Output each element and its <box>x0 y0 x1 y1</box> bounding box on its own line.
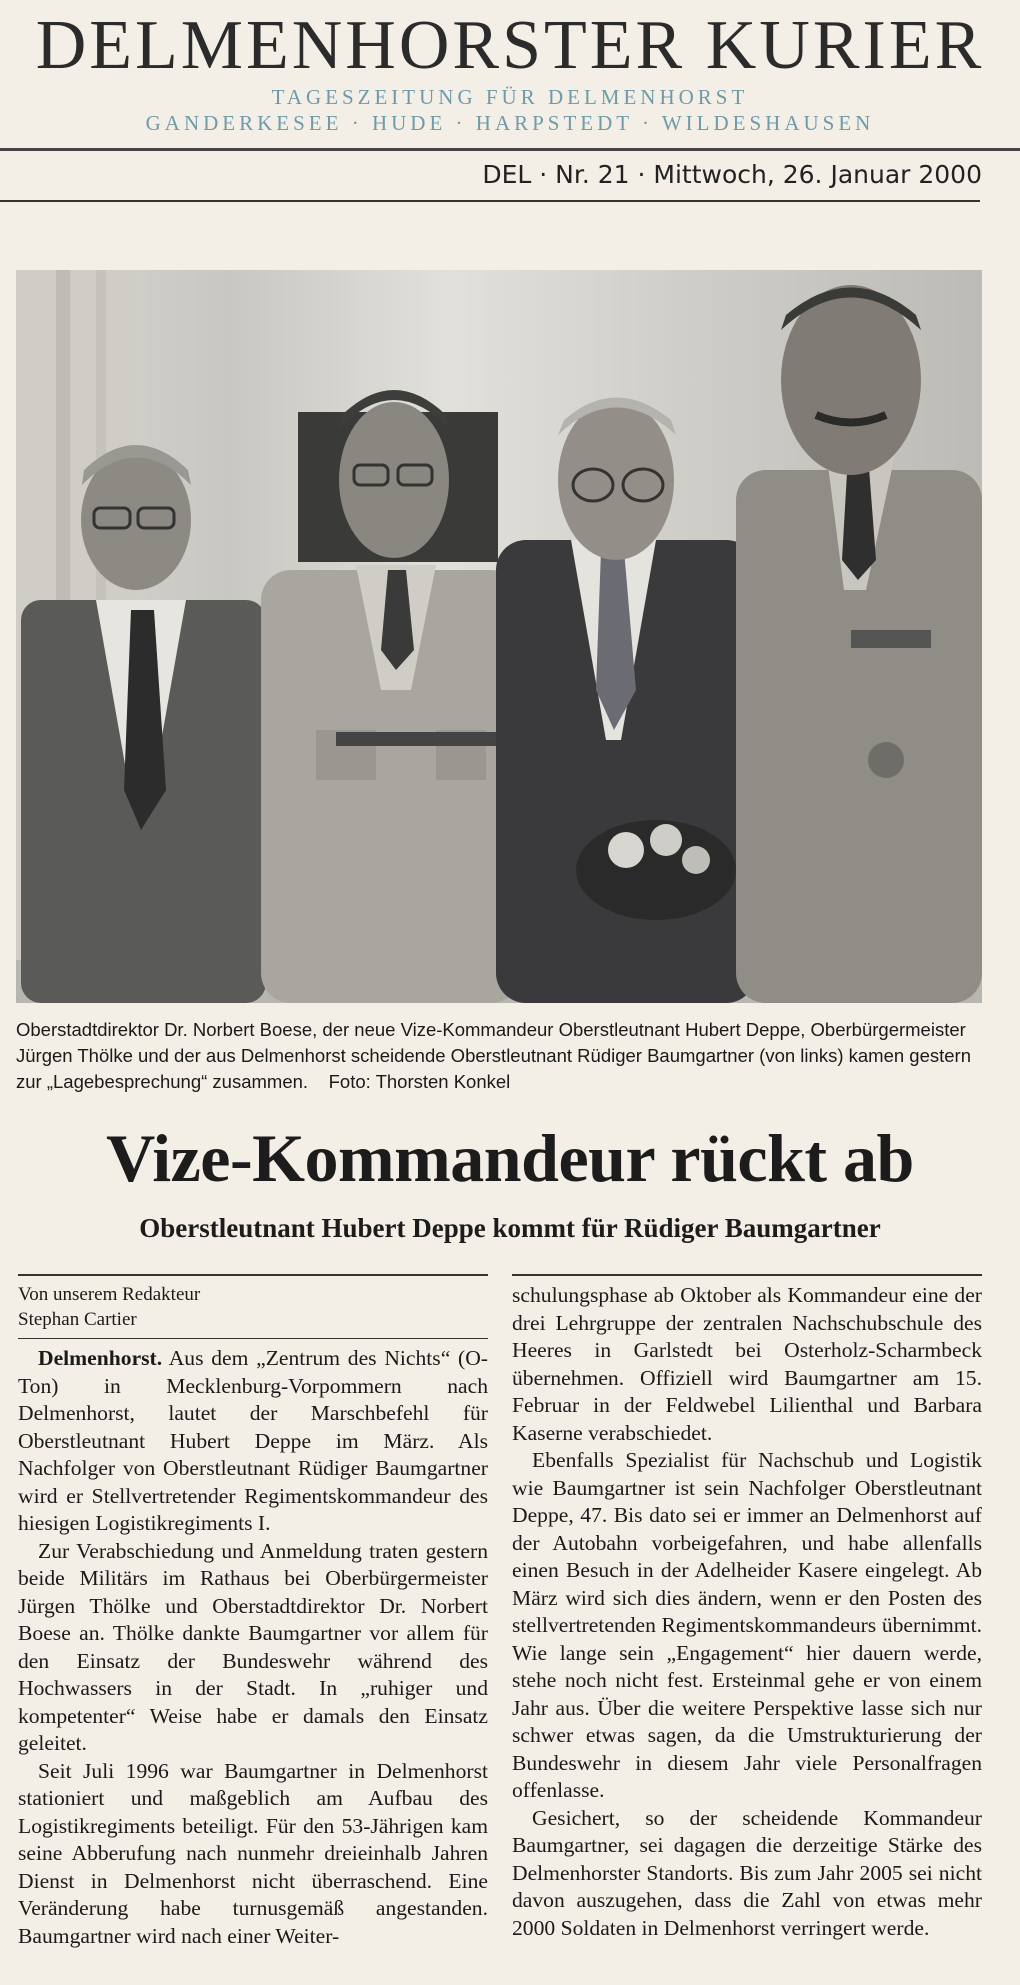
paragraph: Ebenfalls Spezialist für Nachschub und Logistik wie Baumgartner ist sein Nachfolger Oberstleutnant Deppe, 47. Bis dato sei er immer an Delmenhorst auf der Autobahn vorbeigefahren, und habe allenfalls einen Besuch in der Adelheider Kasere eingelegt. Ab März wird sich dies ändern, wenn er den Posten des stellvertretenden Regimentskommandeurs übernimmt. Wie lange sein „Engagement“ hier dauern werde, stehe noch nicht fest. Ersteinmal gehe er von einem Jahr aus. Über die weitere Perspektive lasse sich nur schwer etwas sagen, da die Umstrukturierung der Bundeswehr in diesem Jahr viele Personalfragen offenlasse. <box>512 1448 982 1802</box>
column-rule-top <box>18 1274 488 1276</box>
byline-line-1: Von unserem Redakteur <box>18 1284 201 1305</box>
issue-dateline: DEL · Nr. 21 · Mittwoch, 26. Januar 2000 <box>482 160 982 189</box>
masthead-subtitle-1: TAGESZEITUNG FÜR DELMENHORST <box>271 85 749 109</box>
article-column-left <box>18 1274 488 1950</box>
paragraph: Seit Juli 1996 war Baumgartner in Delmenhorst stationiert und maßgeblich am Aufbau des Logistikregiments beteiligt. Für den 53-Jährigen kam seine Abberufung nach nunmehr dreieinhalb Jahren Dienst in Delmenhorst nicht überraschend. Eine Veränderung habe turnusgemäß angestanden. Baumgartner wird nach einer Weiter- <box>18 1758 488 1948</box>
masthead-rule <box>0 148 1020 151</box>
photo-illustration <box>16 270 982 1003</box>
paragraph: Zur Verabschiedung und Anmeldung traten gestern beide Militärs im Rathaus bei Oberbürgermeister Jürgen Thölke und Oberstadtdirektor Dr. Norbert Boese an. Thölke dankte Baumgartner vor allem für den Einsatz der Bundeswehr während des Hochwassers in der Stadt. In „ruhiger und kompetenter“ Weise habe er damals den Einsatz geleitet. <box>18 1538 488 1755</box>
photo-credit: Foto: Thorsten Konkel <box>328 1071 511 1092</box>
byline-author: Stephan Cartier <box>18 1309 137 1330</box>
paragraph: schulungsphase ab Oktober als Kommandeur eine der drei Lehrgruppe der zentralen Nachschubschule des Heeres in Garlstedt bei Osterholz-Scharmbeck übernehmen. Offiziell wird Baumgartner am 15. Februar in der Feldwebel Lilienthal und Barbara Kaserne verabschiedet. <box>512 1283 982 1445</box>
paragraph: Delmenhorst. Aus dem „Zentrum des Nichts“ (O-Ton) in Mecklenburg-Vorpommern nach Delmenhorst, lautet der Marschbefehl für Oberstleutnant Hubert Deppe im März. Als Nachfolger von Oberstleutnant Rüdiger Baumgartner wird er Stellvertretender Regimentskommandeur des hiesigen Logistikregiments I. <box>18 1346 488 1535</box>
photo-caption <box>16 1017 984 1095</box>
byline-rule <box>18 1338 488 1339</box>
article-subheadline: Oberstleutnant Hubert Deppe kommt für Rüdiger Baumgartner <box>139 1213 881 1243</box>
gift-bouquet <box>576 820 736 920</box>
masthead <box>0 8 1020 136</box>
dateline-lead: Delmenhorst. <box>38 1346 163 1370</box>
article-column-right <box>512 1274 982 1942</box>
news-photo <box>16 270 982 1003</box>
paragraph: Gesichert, so der scheidende Kommandeur Baumgartner, sei dagagen die derzeitige Stärke des Delmenhorster Standorts. Bis zum Jahr 2005 sei nicht davon auszugehen, dass die Zahl von etwas mehr 2000 Soldaten in Delmenhorst verringert werde. <box>512 1805 982 1940</box>
newspaper-title: DELMENHORSTER KURIER <box>35 7 985 84</box>
person-4-figure <box>736 285 982 1003</box>
dateline-rule <box>0 200 980 202</box>
caption-text: Oberstadtdirektor Dr. Norbert Boese, der neue Vize-Kommandeur Oberstleutnant Hubert Deppe, Oberbürgermeister Jürgen Thölke und der aus Delmenhorst scheidende Oberstleutnant Rüdiger Baumgartner (von links) kamen gestern zur „Lagebesprechung“ zusammen. <box>16 1019 971 1092</box>
article-headline: Vize-Kommandeur rückt ab <box>106 1120 914 1196</box>
masthead-subtitle-2: GANDERKESEE · HUDE · HARPSTEDT · WILDESHAUSEN <box>145 111 875 135</box>
column-rule-top <box>512 1274 982 1276</box>
